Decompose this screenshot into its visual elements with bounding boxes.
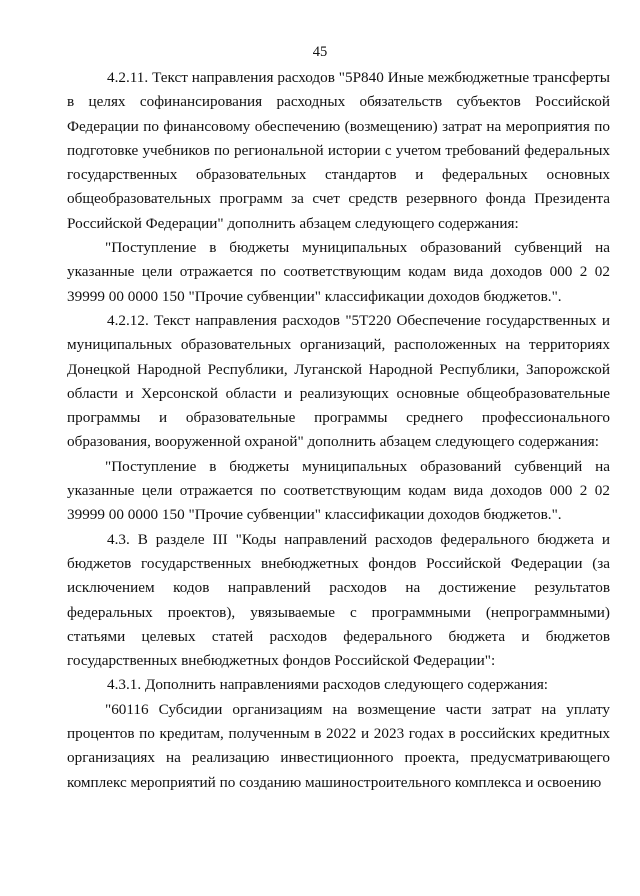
- paragraph-quote-2: "Поступление в бюджеты муниципальных образований субвенций на указанные цели отражается по соответствующим кодам вида доходов 000 2 02 39999 00 0000 150 "Прочие субвенции" классификации доходов бюджетов.".: [67, 457, 610, 524]
- page-number: 45: [312, 44, 328, 60]
- paragraph-4-2-12: 4.2.12. Текст направления расходов "5Т220 Обеспечение государственных и муниципальных образовательных организаций, расположенных на территориях Донецкой Народной Республики, Луганской Народной Республики, Запорожской области и Херсонской области и реализующих основные общеобразовательные программы и образовательные программы среднего профессионального образования, вооруженной охраной" дополнить абзацем следующего содержания:: [67, 311, 610, 451]
- paragraph-60116: "60116 Субсидии организациям на возмещение части затрат на уплату процентов по кредитам, полученным в 2022 и 2023 годах в российских кредитных организациях на реализацию инвестиционного проекта, предусматривающего комплекс мероприятий по созданию машиностроительного комплекса и освоению: [67, 700, 610, 791]
- paragraph-4-3: 4.3. В разделе III "Коды направлений расходов федерального бюджета и бюджетов государственных внебюджетных фондов Российской Федерации (за исключением кодов направлений расходов на достижение результатов федеральных проектов), увязываемые с программными (непрограммными) статьями целевых статей расходов федерального бюджета и бюджетов государственных внебюджетных фондов Российской Федерации":: [67, 530, 610, 670]
- paragraph-4-3-1: 4.3.1. Дополнить направлениями расходов следующего содержания:: [107, 676, 549, 694]
- paragraph-quote-1: "Поступление в бюджеты муниципальных образований субвенций на указанные цели отражается по соответствующим кодам вида доходов 000 2 02 39999 00 0000 150 "Прочие субвенции" классификации доходов бюджетов.".: [67, 239, 610, 305]
- document-body: [67, 66, 610, 795]
- paragraph-4-2-11: 4.2.11. Текст направления расходов "5Р840 Иные межбюджетные трансферты в целях софинансирования расходных обязательств субъектов Российской Федерации по финансовому обеспечению (возмещению) затрат на мероприятия по подготовке учебников по региональной истории с учетом требований федеральных государственных образовательных стандартов и федеральных основных общеобразовательных программ за счет средств резервного фонда Президента Российской Федерации" дополнить абзацем следующего содержания:: [67, 69, 610, 232]
